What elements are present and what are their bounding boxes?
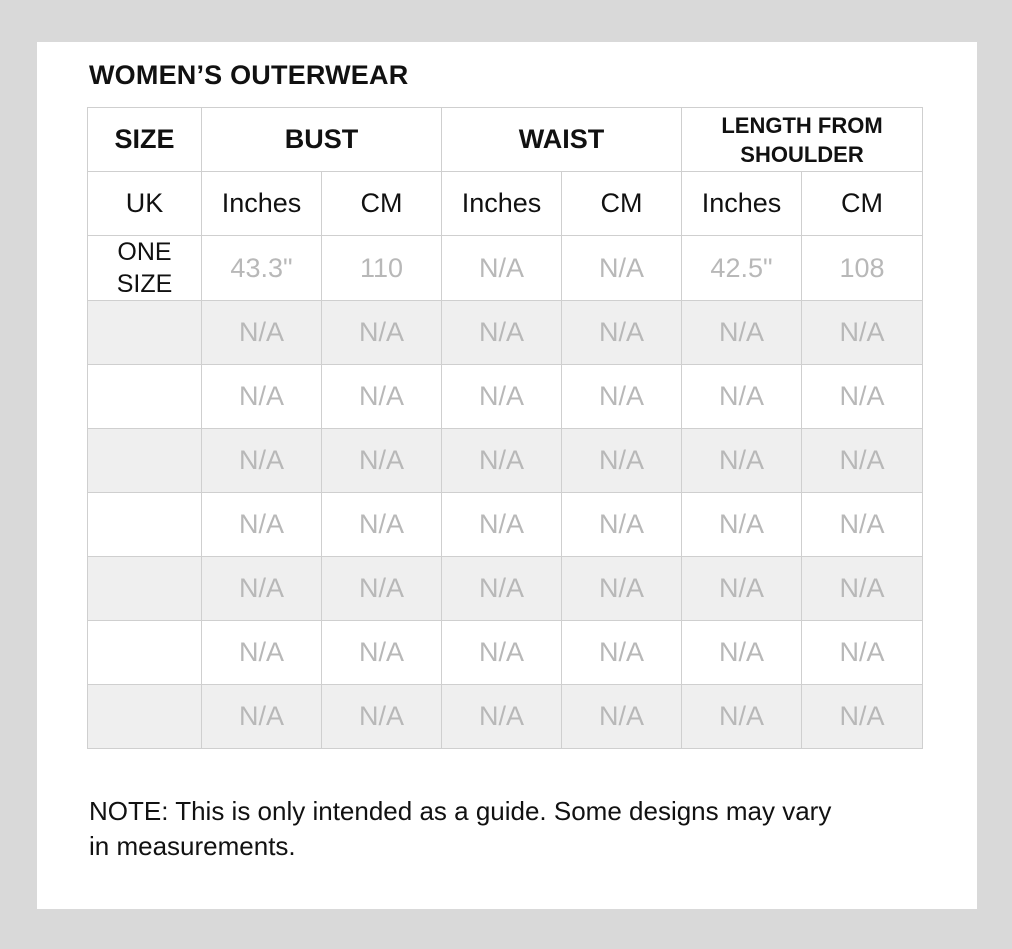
measurement-cell: N/A [202, 301, 322, 365]
measurement-cell: N/A [202, 493, 322, 557]
measurement-cell: N/A [202, 365, 322, 429]
table-row [88, 365, 923, 429]
measurement-cell: N/A [322, 365, 442, 429]
measurement-cell: N/A [802, 429, 923, 493]
subheader-length-inches: Inches [682, 172, 802, 236]
guide-note-line2: in measurements. [89, 831, 296, 861]
measurement-cell: N/A [442, 557, 562, 621]
size-table [87, 107, 923, 749]
measurement-cell: N/A [442, 685, 562, 749]
measurement-cell: N/A [202, 557, 322, 621]
measurement-cell: N/A [562, 236, 682, 301]
row-size-cell [88, 301, 202, 365]
measurement-cell: N/A [562, 301, 682, 365]
header-bust: BUST [202, 108, 442, 172]
subheader-length-cm: CM [802, 172, 923, 236]
measurement-cell: 108 [802, 236, 923, 301]
measurement-cell: N/A [322, 685, 442, 749]
measurement-cell: N/A [322, 429, 442, 493]
row-size-cell [88, 429, 202, 493]
measurement-cell: N/A [202, 621, 322, 685]
page-title: WOMEN’S OUTERWEAR [89, 60, 409, 90]
measurement-cell: N/A [562, 621, 682, 685]
subheader-bust-cm: CM [322, 172, 442, 236]
measurement-cell: N/A [322, 557, 442, 621]
row-size-cell [88, 621, 202, 685]
measurement-cell: N/A [802, 685, 923, 749]
row-size-line1: ONE [117, 238, 172, 266]
row-size-cell [88, 493, 202, 557]
measurement-cell: N/A [442, 301, 562, 365]
row-size-cell [88, 236, 202, 301]
subheader-row [88, 172, 923, 236]
header-row [88, 108, 923, 172]
measurement-cell: N/A [202, 685, 322, 749]
measurement-cell: N/A [802, 557, 923, 621]
subheader-bust-inches: Inches [202, 172, 322, 236]
table-row [88, 429, 923, 493]
measurement-cell: N/A [682, 365, 802, 429]
subheader-waist-cm: CM [562, 172, 682, 236]
row-size-line2: SIZE [116, 270, 173, 298]
measurement-cell: N/A [442, 621, 562, 685]
table-row [88, 621, 923, 685]
size-guide-card [37, 42, 977, 909]
measurement-cell: N/A [562, 429, 682, 493]
table-row [88, 493, 923, 557]
measurement-cell: N/A [802, 365, 923, 429]
measurement-cell: N/A [802, 493, 923, 557]
measurement-cell: N/A [442, 365, 562, 429]
measurement-cell: N/A [682, 429, 802, 493]
header-size: SIZE [88, 108, 202, 172]
measurement-cell: N/A [682, 621, 802, 685]
measurement-cell: N/A [562, 493, 682, 557]
measurement-cell: N/A [322, 621, 442, 685]
measurement-cell: N/A [442, 429, 562, 493]
guide-note [89, 794, 919, 864]
measurement-cell: N/A [562, 685, 682, 749]
measurement-cell: N/A [802, 621, 923, 685]
header-length-line2: SHOULDER [740, 141, 864, 167]
header-length-line1: LENGTH FROM [721, 112, 883, 138]
measurement-cell: N/A [682, 557, 802, 621]
row-size-cell [88, 557, 202, 621]
measurement-cell: N/A [442, 236, 562, 301]
subheader-uk: UK [88, 172, 202, 236]
measurement-cell: N/A [322, 301, 442, 365]
measurement-cell: N/A [322, 493, 442, 557]
measurement-cell: N/A [202, 429, 322, 493]
measurement-cell: N/A [682, 301, 802, 365]
measurement-cell: N/A [562, 557, 682, 621]
guide-note-line1: NOTE: This is only intended as a guide. Some designs may vary [89, 796, 832, 826]
subheader-waist-inches: Inches [442, 172, 562, 236]
header-waist: WAIST [442, 108, 682, 172]
row-size-cell [88, 365, 202, 429]
header-length-from-shoulder [682, 108, 923, 172]
measurement-cell: N/A [682, 685, 802, 749]
row-size-cell [88, 685, 202, 749]
measurement-cell: 110 [322, 236, 442, 301]
measurement-cell: 43.3" [202, 236, 322, 301]
table-row [88, 557, 923, 621]
measurement-cell: N/A [562, 365, 682, 429]
table-row [88, 301, 923, 365]
table-row [88, 236, 923, 301]
measurement-cell: 42.5" [682, 236, 802, 301]
table-row [88, 685, 923, 749]
measurement-cell: N/A [682, 493, 802, 557]
measurement-cell: N/A [802, 301, 923, 365]
measurement-cell: N/A [442, 493, 562, 557]
